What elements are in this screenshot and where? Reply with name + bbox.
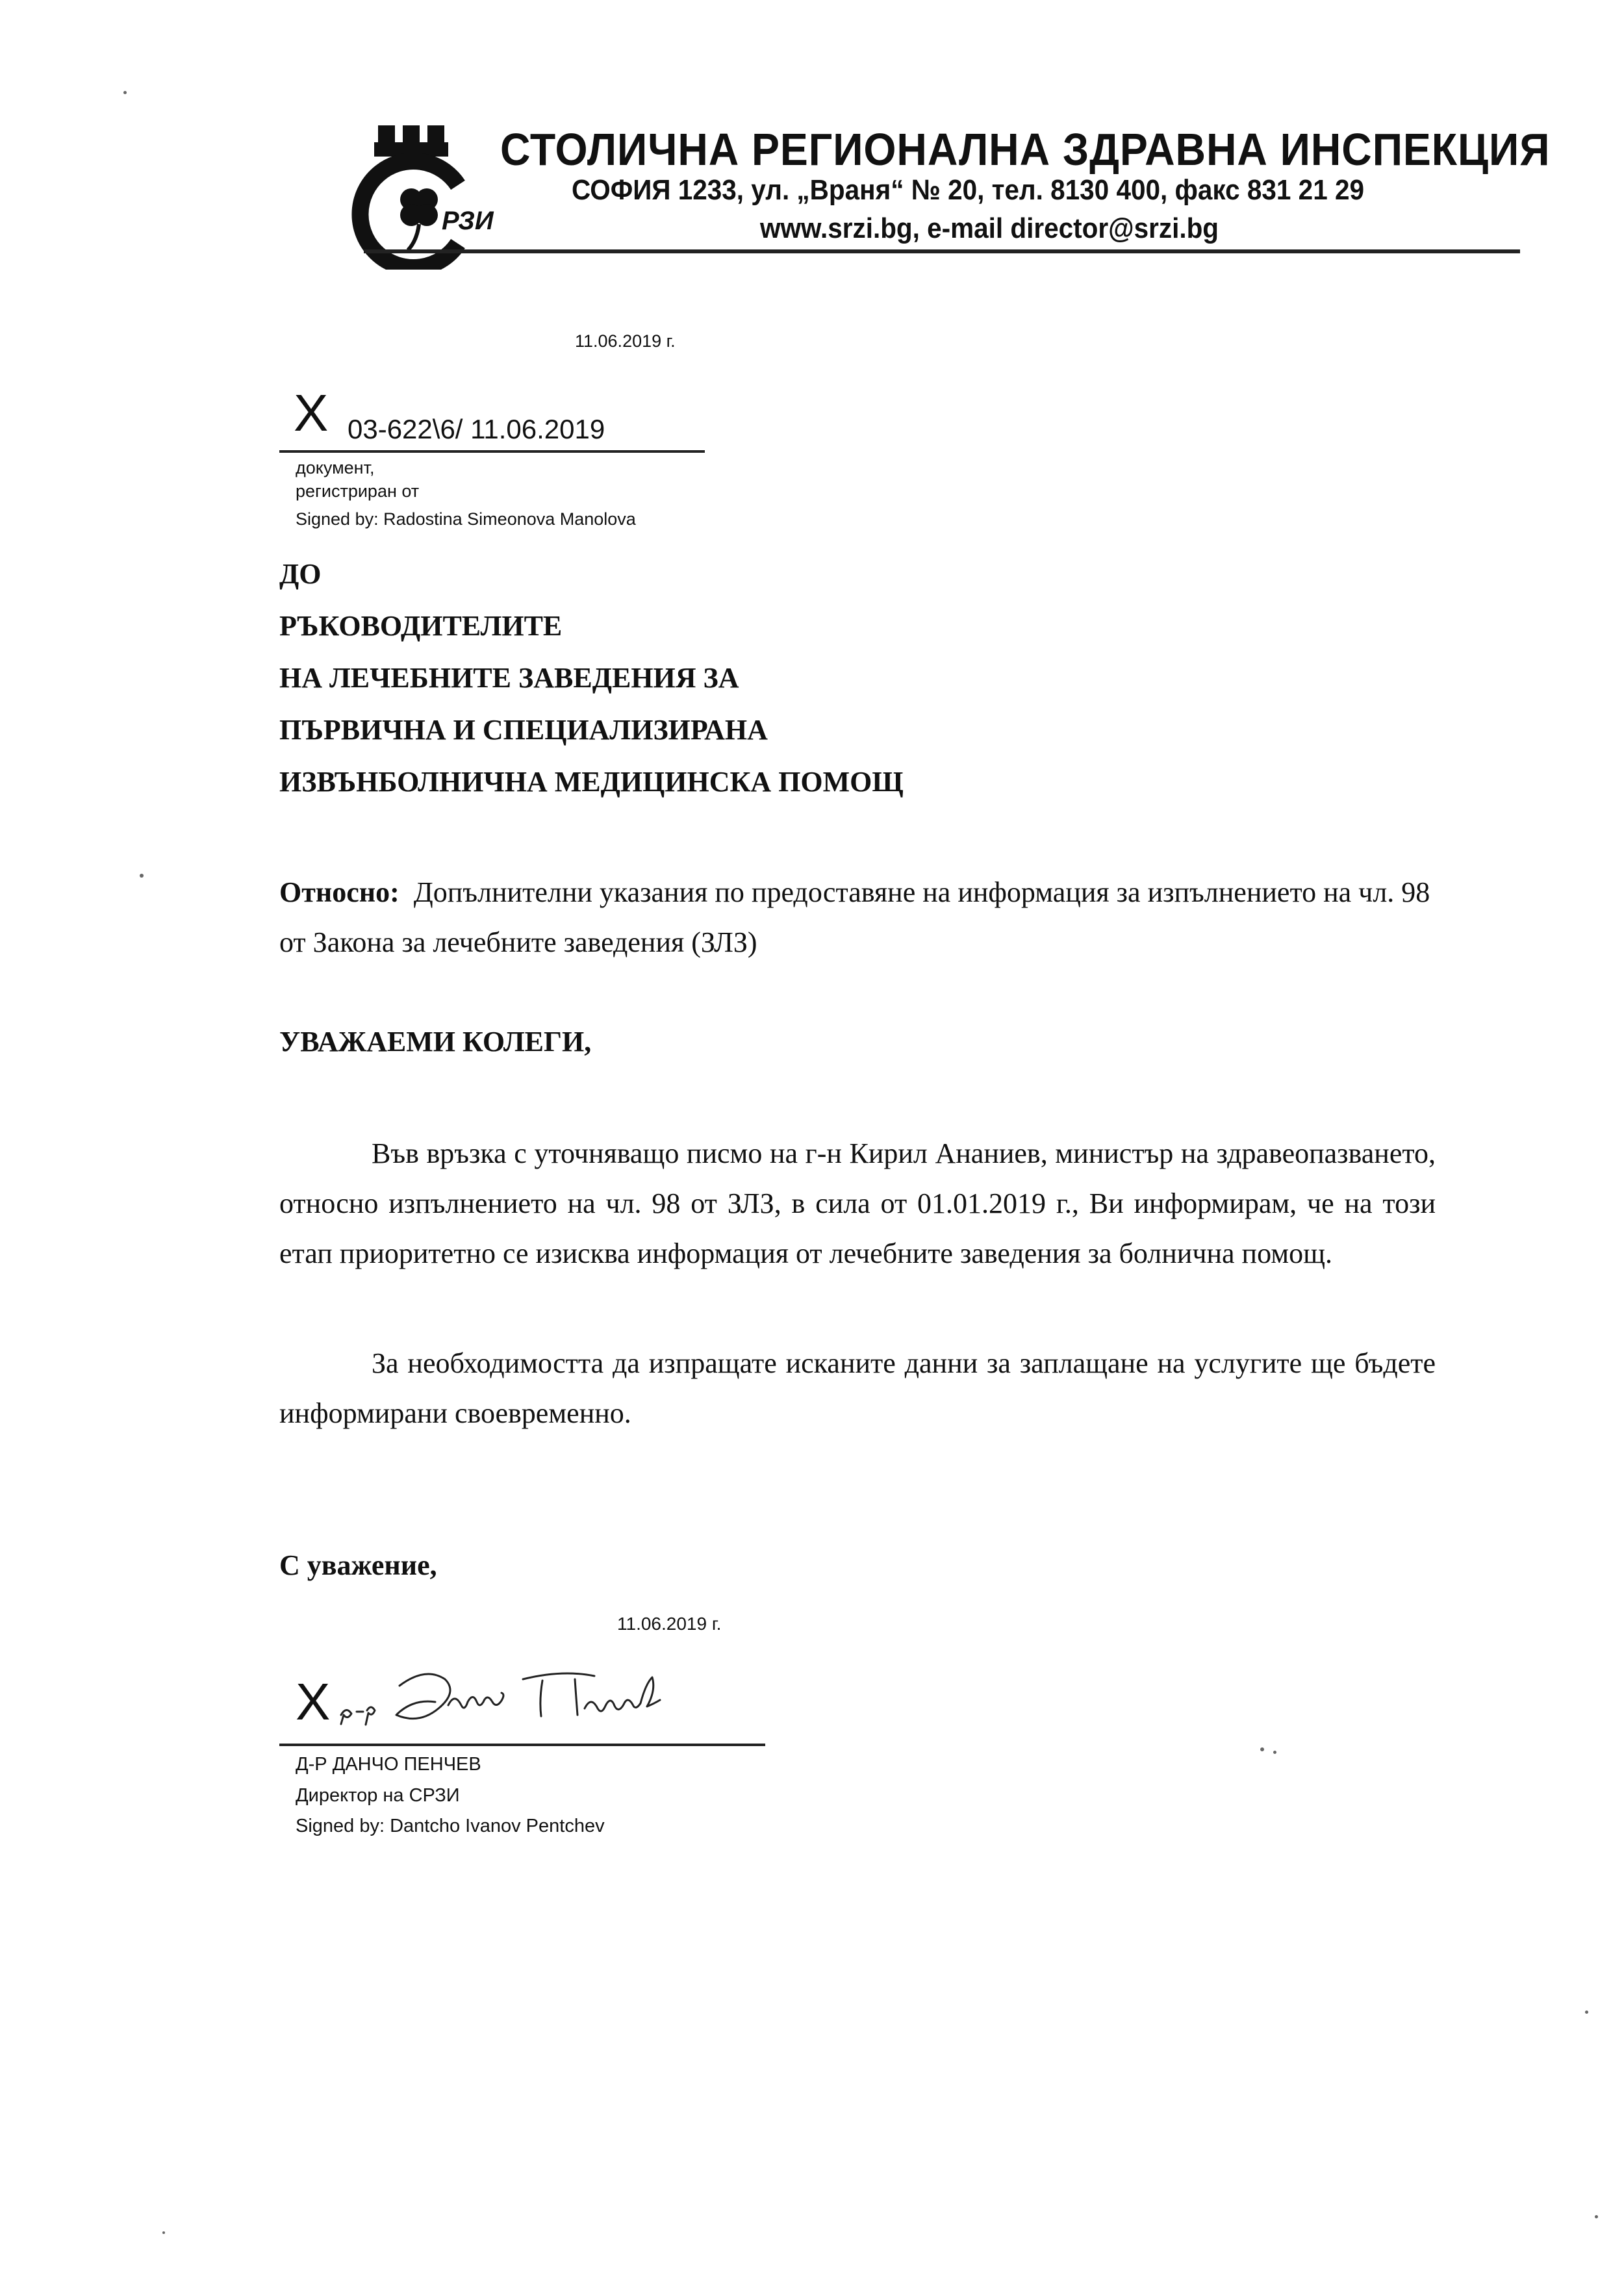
organization-name: СТОЛИЧНА РЕГИОНАЛНА ЗДРАВНА ИНСПЕКЦИЯ [500, 124, 1551, 175]
addressee-line: ПЪРВИЧНА И СПЕЦИАЛИЗИРАНА [279, 714, 768, 746]
handwritten-signature [328, 1653, 705, 1731]
signature-date: 11.06.2019 г. [617, 1614, 722, 1634]
body-paragraph: Във връзка с уточняващо писмо на г-н Кирил Ананиев, министър на здравеопазването, относно изпълнението на чл. 98 от ЗЛЗ, в сила от 01.01.2019 г., Ви информирам, че на този етап приоритетно се изисква информация от лечебните заведения за болнична помощ. [279, 1137, 1436, 1269]
organization-web-email: www.srzi.bg, e-mail director@srzi.bg [760, 212, 1219, 244]
addressee-line: РЪКОВОДИТЕЛИТЕ [279, 610, 563, 642]
scan-speck [1273, 1751, 1276, 1754]
subject-line [279, 867, 1436, 967]
scan-speck [1260, 1747, 1264, 1751]
signer-title: Директор на СРЗИ [296, 1785, 460, 1806]
registration-signature-line [279, 450, 705, 453]
signer-signed-by: Signed by: Dantcho Ivanov Pentchev [296, 1816, 605, 1836]
subject-label: Относно: [279, 876, 400, 908]
addressee-line: ДО [279, 558, 322, 590]
signature-line [279, 1744, 765, 1746]
registration-date: 11.06.2019 г. [575, 331, 676, 351]
registration-caption-line1: документ, [296, 458, 375, 477]
scan-speck [123, 91, 127, 94]
addressee-line: НА ЛЕЧЕБНИТЕ ЗАВЕДЕНИЯ ЗА [279, 662, 739, 694]
registration-signed-by: Signed by: Radostina Simeonova Manolova [296, 509, 636, 529]
scan-speck [1585, 2011, 1588, 2014]
registration-number: 03-622\6/ 11.06.2019 [348, 414, 605, 444]
signature-sign-mark: X [296, 1673, 331, 1731]
subject-text: Допълнителни указания по предоставяне на информация за изпълнението на чл. 98 от Закона за лечебните заведения (ЗЛЗ) [279, 876, 1430, 958]
closing: С уважение, [279, 1549, 437, 1581]
registration-sign-mark: X [294, 384, 329, 442]
scan-speck [1595, 2215, 1598, 2218]
registration-caption-line2: регистриран от [296, 481, 420, 501]
scan-speck [140, 874, 144, 878]
organization-address: СОФИЯ 1233, ул. „Враня“ № 20, тел. 8130 400, факс 831 21 29 [572, 174, 1364, 206]
addressee-line: ИЗВЪНБОЛНИЧНА МЕДИЦИНСКА ПОМОЩ [279, 766, 904, 798]
srzi-logo [338, 120, 500, 270]
svg-text:РЗИ: РЗИ [442, 207, 494, 235]
salutation: УВАЖАЕМИ КОЛЕГИ, [279, 1026, 592, 1058]
scan-speck [162, 2231, 165, 2234]
letterhead-divider [364, 249, 1520, 253]
signer-name: Д-Р ДАНЧО ПЕНЧЕВ [296, 1754, 481, 1775]
body-paragraph: За необходимостта да изпращате исканите данни за заплащане на услугите ще бъдете информирани своевременно. [279, 1347, 1436, 1429]
